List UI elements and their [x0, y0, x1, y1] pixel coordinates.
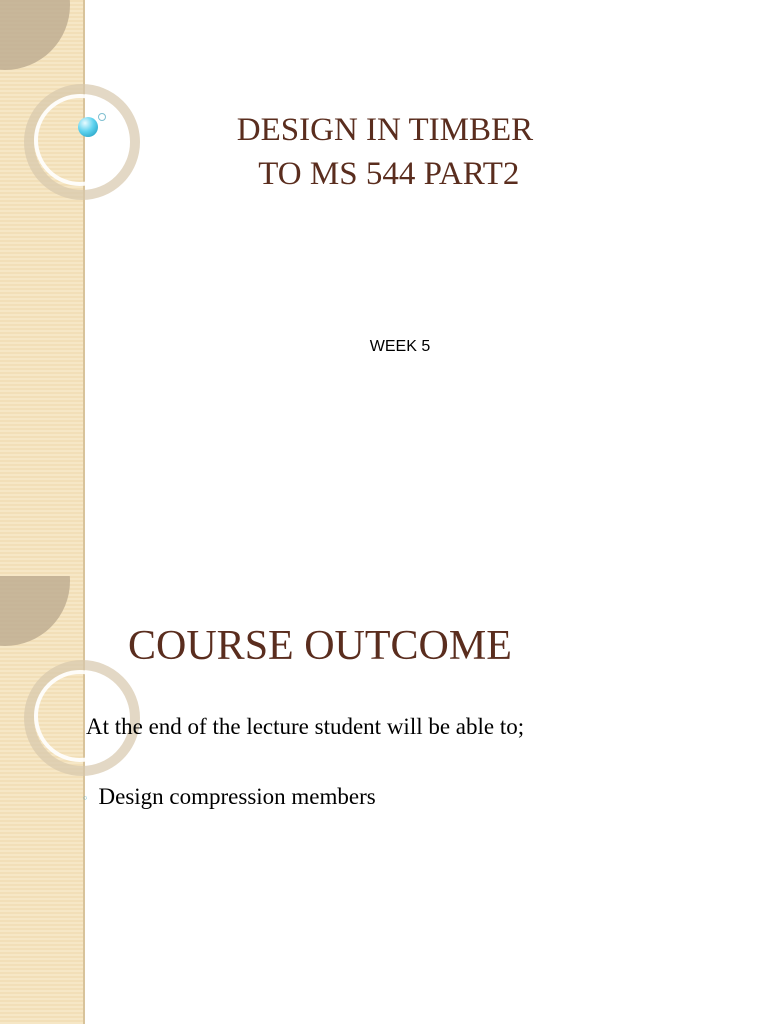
- blue-orb-icon: [78, 117, 98, 137]
- bullet-item: [82, 784, 376, 810]
- slide-title: [120, 108, 650, 196]
- slide-2: [0, 576, 768, 1024]
- title-line-2: TO MS 544 PART2: [250, 156, 520, 192]
- intro-text: At the end of the lecture student will be able to;: [86, 714, 525, 739]
- small-circle-icon: [98, 113, 106, 121]
- title-line-1: DESIGN IN TIMBER: [236, 112, 534, 148]
- slide-title: COURSE OUTCOME: [128, 623, 512, 669]
- bullet-text: Design compression members: [98, 784, 376, 809]
- ring-bullet-icon: ◦: [82, 791, 89, 805]
- slide-subtitle: WEEK 5: [369, 338, 431, 355]
- inner-ring-decoration: [34, 94, 126, 186]
